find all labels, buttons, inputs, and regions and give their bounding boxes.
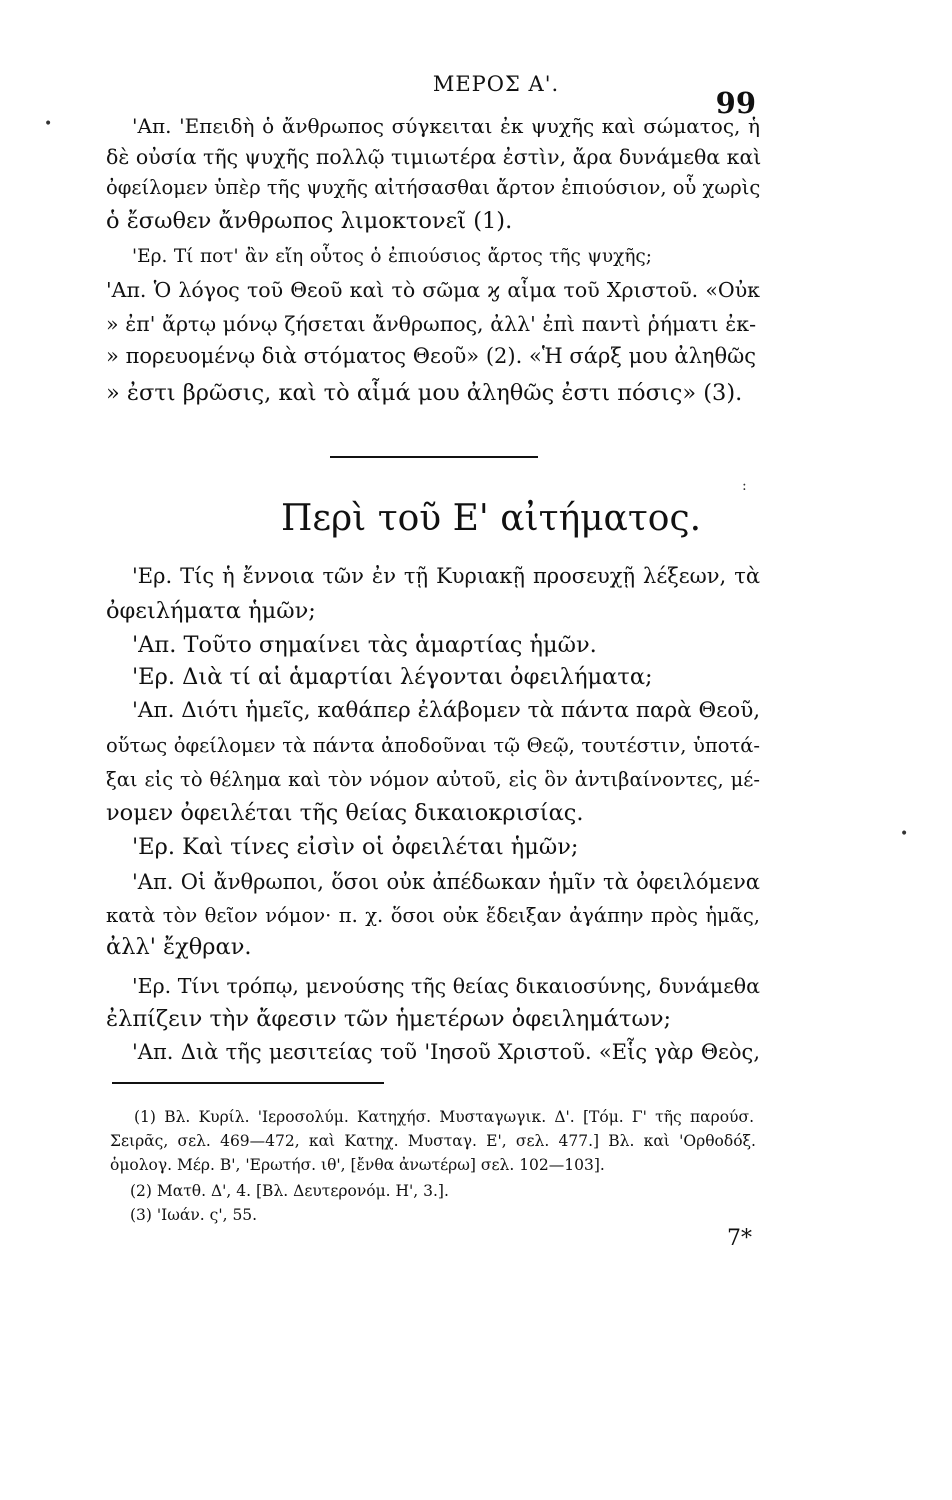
section-title: Περὶ τοῦ Ε' αἰτήματος. [280,498,702,539]
footnote-line: (2) Ματθ. Δ', 4. [Βλ. Δευτερονόμ. Η', 3.]. [130,1182,449,1200]
ink-mark: : [742,478,747,494]
footnote-line: ὁμολογ. Μέρ. Β', 'Ερωτήσ. ιθ', [ἔνθα ἀνωτέρω] σελ. 102—103]. [110,1156,605,1174]
footnote-divider [112,1082,384,1084]
text-line: 'Απ. Τοῦτο σημαίνει τὰς ἁμαρτίας ἡμῶν. [132,632,597,658]
text-line: 'Ερ. Τί ποτ' ἂν εἴη οὗτος ὁ ἐπιούσιος ἄρτος τῆς ψυχῆς; [132,246,652,267]
footnote-line: (3) 'Ιωάν. ς', 55. [130,1206,258,1224]
footnote-line: Σειρᾶς, σελ. 469—472, καὶ Κατηχ. Μυσταγ. Ε', σελ. 477.] Βλ. καὶ 'Ορθοδόξ. [110,1132,756,1150]
section-text-block [106,0,762,1100]
footnote-line: (1) Βλ. Κυρίλ. 'Ιεροσολύμ. Κατηχήσ. Μυσταγωγικ. Δ'. [Τόμ. Γ' τῆς παρούσ. [134,1108,754,1126]
text-line: 'Ερ. Τίνι τρόπῳ, μενούσης τῆς θείας δικαιοσύνης, δυνάμεθα [132,974,760,998]
text-line: 'Ερ. Τίς ἡ ἔννοια τῶν ἐν τῇ Κυριακῇ προσευχῇ λέξεων, τὰ [132,564,760,588]
text-line: » πορευομένῳ διὰ στόματος Θεοῦ» (2). «Ἡ σάρξ μου ἀληθῶς [106,344,756,368]
text-line: » ἐστι βρῶσις, καὶ τὸ αἷμά μου ἀληθῶς ἐστι πόσις» (3). [106,380,743,406]
text-line: 'Απ. Οἱ ἄνθρωποι, ὅσοι οὐκ ἀπέδωκαν ἡμῖν τὰ ὀφειλόμενα [132,870,760,894]
text-line: » ἐπ' ἄρτῳ μόνῳ ζήσεται ἄνθρωπος, ἀλλ' ἐπὶ παντὶ ῥήματι ἐκ- [106,312,756,336]
text-line: ἀλλ' ἔχθραν. [106,934,252,960]
running-header: ΜΕΡΟΣ Α'. [432,72,560,96]
text-line: νομεν ὀφειλέται τῆς θείας δικαιοκρισίας. [106,800,584,826]
text-line: ἐλπίζειν τὴν ἄφεσιν τῶν ἡμετέρων ὀφειλημάτων; [106,1006,672,1032]
text-line: ὁ ἔσωθεν ἄνθρωπος λιμοκτονεῖ (1). [106,208,513,234]
ink-mark: • [900,826,909,842]
text-line: 'Απ. Διὰ τῆς μεσιτείας τοῦ 'Ιησοῦ Χριστοῦ. «Εἷς γὰρ Θεὸς, [132,1040,760,1064]
text-line: ὀφείλομεν ὑπὲρ τῆς ψυχῆς αἰτήσασθαι ἄρτον ἐπιούσιον, οὗ χωρὶς [106,176,761,199]
text-line: 'Απ. Διότι ἡμεῖς, καθάπερ ἐλάβομεν τὰ πάντα παρὰ Θεοῦ, [132,698,761,723]
text-line: οὕτως ὀφείλομεν τὰ πάντα ἀποδοῦναι τῷ Θεῷ, τουτέστιν, ὑποτά- [106,734,760,757]
text-line: 'Απ. Ὁ λόγος τοῦ Θεοῦ καὶ τὸ σῶμα ϗ αἷμα τοῦ Χριστοῦ. «Οὐκ [106,278,760,302]
text-line: 'Ερ. Καὶ τίνες εἰσὶν οἱ ὀφειλέται ἡμῶν; [132,834,579,860]
text-line: δὲ οὐσία τῆς ψυχῆς πολλῷ τιμιωτέρα ἐστὶν, ἄρα δυνάμεθα καὶ [106,145,762,169]
ink-mark: • [44,116,53,132]
text-line: 'Ερ. Διὰ τί αἱ ἁμαρτίαι λέγονται ὀφειλήματα; [132,664,653,690]
text-line: ὀφειλήματα ἡμῶν; [106,598,316,624]
page-number: 99 [715,86,756,120]
text-line: 'Απ. 'Επειδὴ ὁ ἄνθρωπος σύγκειται ἐκ ψυχῆς καὶ σώματος, ἡ [132,114,760,138]
text-line: κατὰ τὸν θεῖον νόμον· π. χ. ὅσοι οὐκ ἔδειξαν ἀγάπην πρὸς ἡμᾶς, [106,904,760,927]
text-line: ξαι εἰς τὸ θέλημα καὶ τὸν νόμον αὐτοῦ, εἰς ὃν ἀντιβαίνοντες, μέ- [106,768,760,791]
signature-mark: 7* [727,1226,752,1251]
